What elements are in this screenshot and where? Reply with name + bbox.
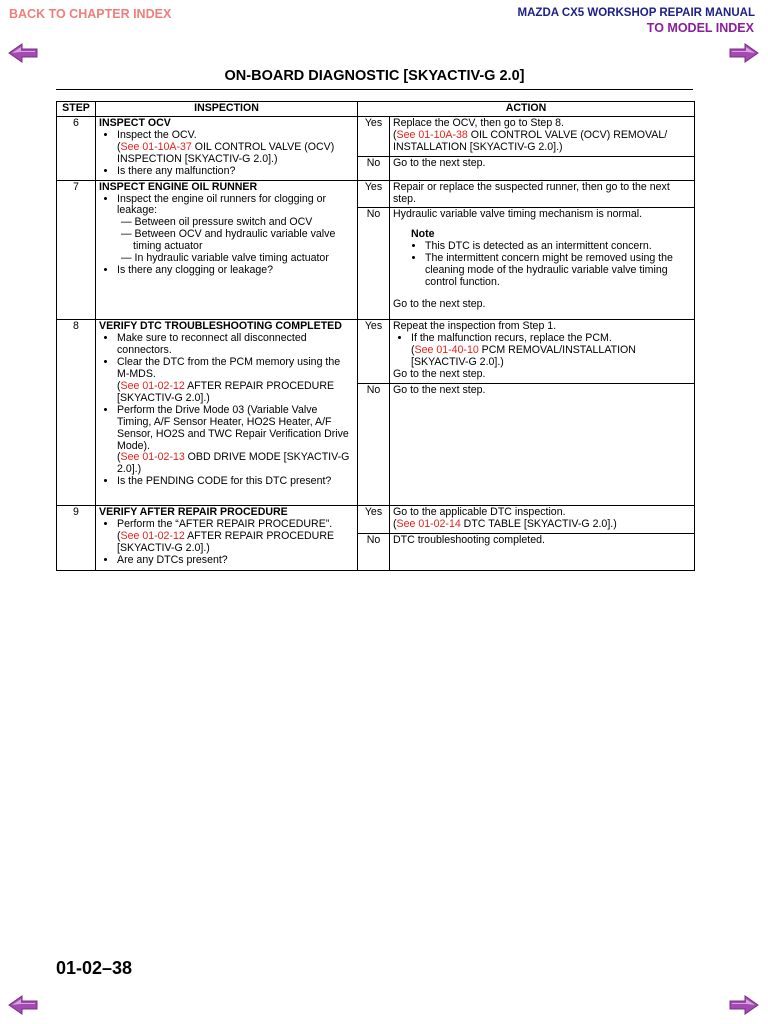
step-number: 6 [57,116,96,180]
step-number: 7 [57,180,96,320]
list-item: • Is the PENDING CODE for this DTC present? [117,476,354,488]
reference-link[interactable]: See 01-02-13 [120,451,185,464]
reference-link[interactable]: See 01-02-12 [120,379,185,392]
col-header-inspection: INSPECTION [96,102,358,117]
inspection-cell [96,320,358,506]
action-no-cell: Go to the next step. [390,156,695,180]
action-yes-cell: Replace the OCV, then go to Step 8. (See 01-10A-38 OIL CONTROL VALVE (OCV) REMOVAL/ INSTALLATION [SKYACTIV-G 2.0].) [390,116,695,156]
title-divider [56,89,693,90]
note-title: Note [411,228,435,241]
col-header-action: ACTION [358,102,695,117]
table-row [57,505,695,533]
list-item: • The intermittent concern might be removed using the cleaning mode of the hydraulic variable valve timing control function. [425,253,691,289]
manual-title: MAZDA CX5 WORKSHOP REPAIR MANUAL [517,7,755,19]
action-yes-cell: Repeat the inspection from Step 1. • If the malfunction recurs, replace the PCM. (See 01-40-10 PCM REMOVAL/INSTALLATION [SKYACTIV-G 2.0].) Go to the next step. [390,320,695,384]
next-page-arrow-icon[interactable] [729,43,759,63]
action-no-cell: Hydraulic variable valve timing mechanism is normal. Note • This DTC is detected as an intermittent concern. • The intermittent concern might be removed using the cleaning mode of the hydraulic variable valve timing control function. Go to the next step. [390,208,695,320]
page-number: 01-02–38 [56,958,133,978]
yes-label: Yes [358,116,390,156]
inspection-heading: VERIFY AFTER REPAIR PROCEDURE [99,505,288,518]
action-no-cell: Go to the next step. [390,383,695,505]
list-item: • Perform the “AFTER REPAIR PROCEDURE”. (See 01-02-12 AFTER REPAIR PROCEDURE [SKYACTIV-G 2.0].) [117,519,354,555]
reference-link[interactable]: See 01-10A-37 [120,140,192,153]
yes-label: Yes [358,320,390,384]
sub-item: timing actuator [133,240,203,253]
list-item: • Is there any clogging or leakage? [117,265,354,277]
no-label: No [358,383,390,505]
list-item: • If the malfunction recurs, replace the PCM. (See 01-40-10 PCM REMOVAL/INSTALLATION [SKYACTIV-G 2.0].) [411,333,691,369]
list-item: • Perform the Drive Mode 03 (Variable Valve Timing, A/F Sensor Heater, HO2S Heater, A/F Sensor, HO2S and TWC Repair Verification Drive Mode). (See 01-02-13 OBD DRIVE MODE [SKYACTIV-G 2.0].) [117,405,354,476]
action-yes-cell: Go to the applicable DTC inspection. (See 01-02-14 DTC TABLE [SKYACTIV-G 2.0].) [390,505,695,533]
action-yes-cell: Repair or replace the suspected runner, then go to the next step. [390,180,695,208]
reference-link[interactable]: See 01-02-12 [120,529,185,542]
col-header-step: STEP [57,102,96,117]
prev-page-arrow-icon[interactable] [8,43,38,63]
no-label: No [358,156,390,180]
action-no-cell: DTC troubleshooting completed. [390,533,695,570]
no-label: No [358,533,390,570]
back-to-chapter-index-link[interactable]: BACK TO CHAPTER INDEX [9,7,172,21]
list-item: • Clear the DTC from the PCM memory using the M-MDS. (See 01-02-12 AFTER REPAIR PROCEDURE [SKYACTIV-G 2.0].) [117,357,354,405]
prev-page-arrow-icon[interactable] [8,995,38,1015]
list-item: • This DTC is detected as an intermittent concern. [425,241,691,253]
reference-link[interactable]: See 01-10A-38 [396,128,468,141]
sub-item: — In hydraulic variable valve timing actuator [121,252,329,265]
list-item: • Inspect the OCV. (See 01-10A-37 OIL CONTROL VALVE (OCV) INSPECTION [SKYACTIV-G 2.0].) [117,130,354,166]
inspection-heading: INSPECT ENGINE OIL RUNNER [99,180,258,193]
list-item: • Inspect the engine oil runners for clogging or leakage: — Between oil pressure switch and OCV — Between OCV and hydraulic variable valve timing actuator — In hydraulic variable valve timing actuator [117,194,354,265]
inspection-heading: INSPECT OCV [99,116,171,129]
table-row [57,180,695,208]
diagnostic-table [56,101,695,571]
no-label: No [358,208,390,320]
table-header-row [57,102,695,117]
page-title: ON-BOARD DIAGNOSTIC [SKYACTIV-G 2.0] [224,68,525,84]
table-row [57,320,695,384]
inspection-cell [96,116,358,180]
inspection-cell [96,180,358,320]
yes-label: Yes [358,180,390,208]
next-page-arrow-icon[interactable] [729,995,759,1015]
step-number: 9 [57,505,96,570]
reference-link[interactable]: See 01-40-10 [414,344,479,357]
table-row [57,116,695,156]
reference-link[interactable]: See 01-02-14 [396,517,461,530]
step-number: 8 [57,320,96,506]
sub-item: — Between oil pressure switch and OCV [121,216,313,229]
inspection-cell [96,505,358,570]
inspection-heading: VERIFY DTC TROUBLESHOOTING COMPLETED [99,320,342,333]
yes-label: Yes [358,505,390,533]
sub-item: — Between OCV and hydraulic variable valve [121,228,336,241]
list-item: • Are any DTCs present? [117,555,354,567]
list-item: • Make sure to reconnect all disconnected connectors. [117,333,354,357]
to-model-index-link[interactable]: TO MODEL INDEX [646,21,754,35]
list-item: • Is there any malfunction? [117,166,354,178]
